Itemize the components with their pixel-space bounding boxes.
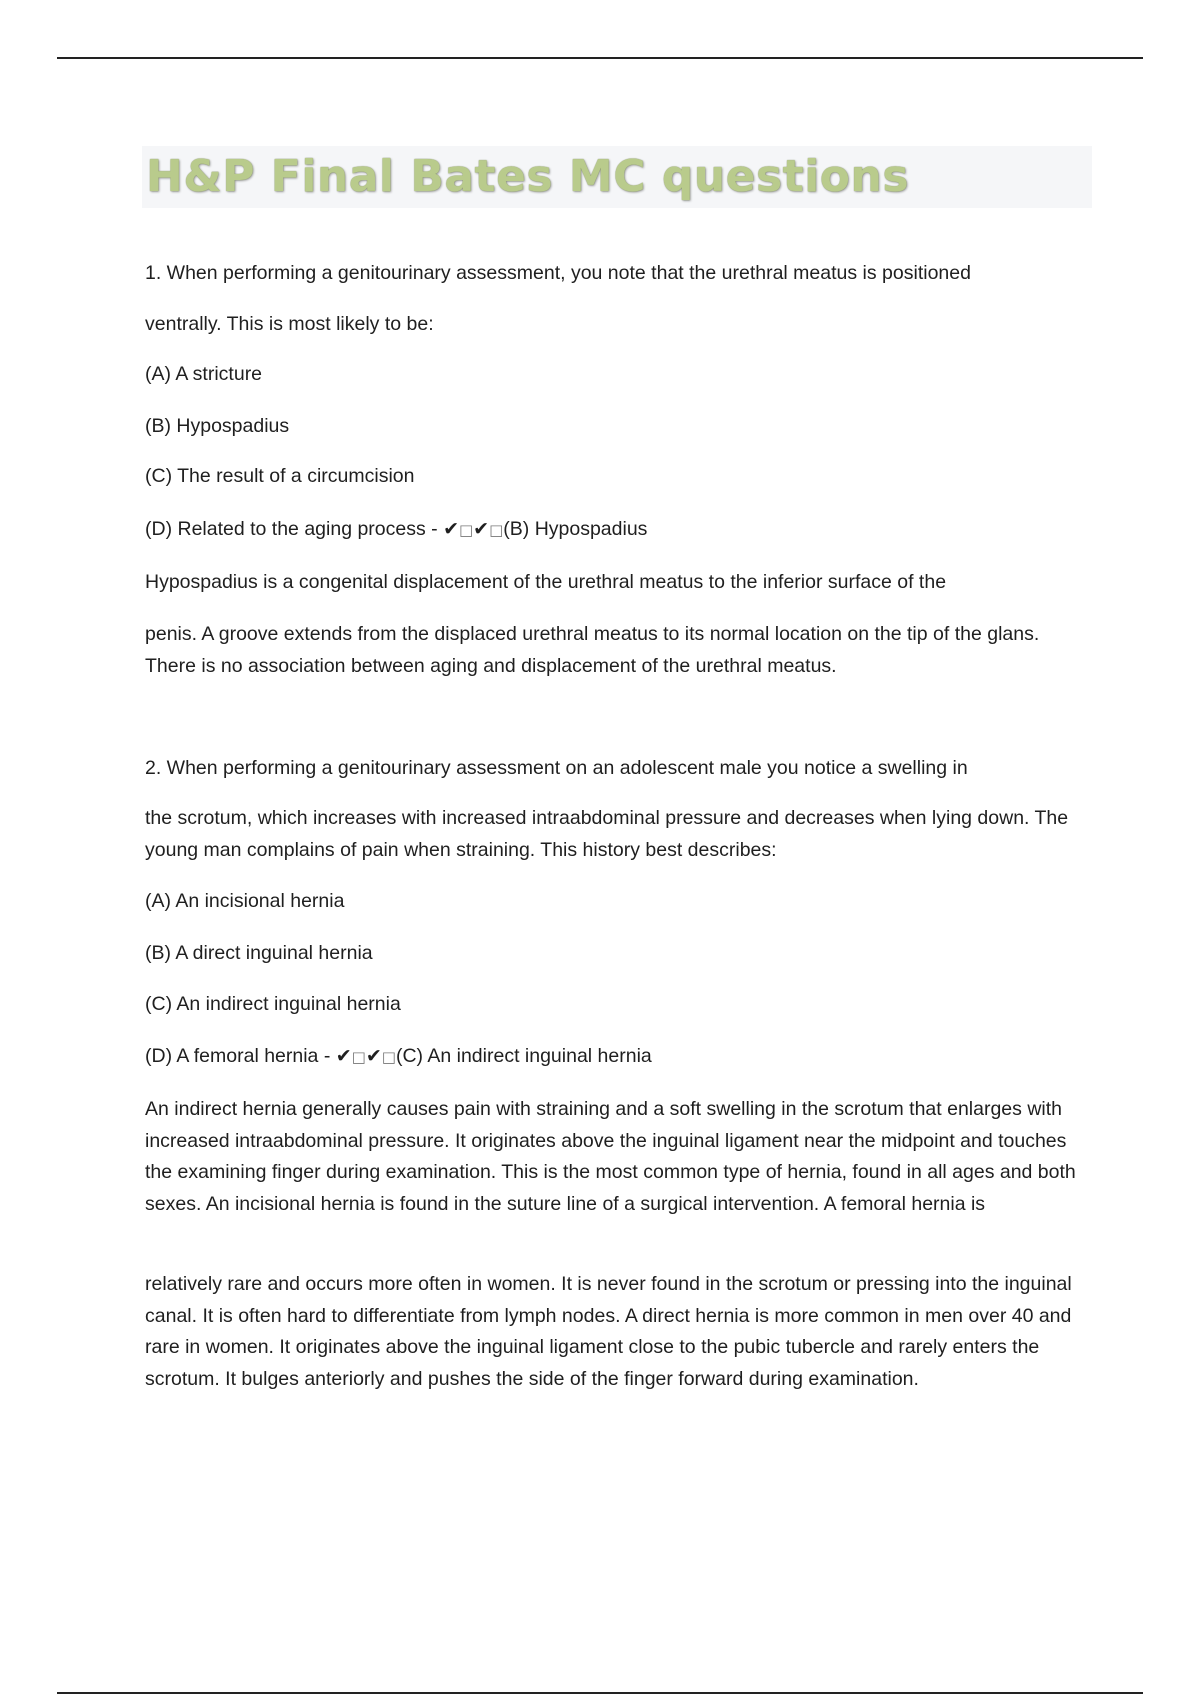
q1-option-b: (B) Hypospadius: [145, 415, 290, 437]
q2-stem-para: the scrotum, which increases with increased intraabdominal pressure and decreases when lying down. The young man complains of pain when straining. This history best describes:: [145, 807, 1069, 861]
q2-stem-line-1: 2. When performing a genitourinary assessment on an adolescent male you notice a swelling in: [145, 757, 968, 779]
q1-explanation-para: penis. A groove extends from the displaced urethral meatus to its normal location on the tip of the glans. There is no association between aging and displacement of the urethral meatus.: [145, 623, 1040, 677]
checkbox-icon: □: [489, 521, 504, 539]
q2-explanation-para-2: relatively rare and occurs more often in women. It is never found in the scrotum or pressing into the inguinal canal. It is often hard to differentiate from lymph nodes. A direct hernia is more common in men over 40 and rare in women. It originates above the inguinal ligament close to the pubic tubercle and rarely enters the scrotum. It bulges anteriorly and pushes the side of the finger forward during examination.: [145, 1273, 1072, 1390]
title-band: [142, 146, 1092, 208]
q1-explanation-line-1: Hypospadius is a congenital displacement of the urethral meatus to the inferior surface of the: [145, 571, 947, 593]
q2-option-a: (A) An incisional hernia: [145, 890, 345, 912]
check-icon: ✔: [473, 518, 490, 540]
check-icon: ✔: [443, 518, 459, 540]
q2-explanation-para-1: An indirect hernia generally causes pain with straining and a soft swelling in the scrotum that enlarges with increased intraabdominal pressure. It originates above the inguinal ligament near the midpoint and touches the examining finger during examination. This is the most common type of hernia, found in all ages and both sexes. An incisional hernia is found in the suture line of a surgical intervention. A femoral hernia is: [145, 1098, 1076, 1215]
checkbox-icon: □: [351, 1048, 366, 1066]
page-title: H&P Final Bates MC questions: [146, 151, 910, 202]
check-icon: ✔: [335, 1045, 352, 1067]
q1-option-a: (A) A stricture: [145, 363, 263, 385]
q2-answer: (C) An indirect inguinal hernia: [395, 1045, 652, 1067]
q2-option-c: (C) An indirect inguinal hernia: [145, 993, 401, 1015]
q1-answer: (B) Hypospadius: [503, 518, 648, 540]
top-rule: [57, 57, 1143, 59]
q2-option-d-with-answer: [145, 1041, 652, 1073]
q1-option-d-with-answer: [145, 514, 647, 546]
q2-option-d: (D) A femoral hernia -: [145, 1045, 336, 1067]
q1-stem-line-2: ventrally. This is most likely to be:: [145, 313, 434, 335]
q1-option-c: (C) The result of a circumcision: [145, 465, 415, 487]
check-icon: ✔: [365, 1045, 382, 1067]
q2-option-b: (B) A direct inguinal hernia: [145, 942, 373, 964]
q1-option-d: (D) Related to the aging process -: [145, 518, 444, 540]
q1-stem-line-1: 1. When performing a genitourinary assessment, you note that the urethral meatus is positioned: [145, 262, 971, 284]
bottom-rule: [57, 1692, 1143, 1694]
checkbox-icon: □: [381, 1048, 396, 1066]
checkbox-icon: □: [458, 521, 474, 539]
